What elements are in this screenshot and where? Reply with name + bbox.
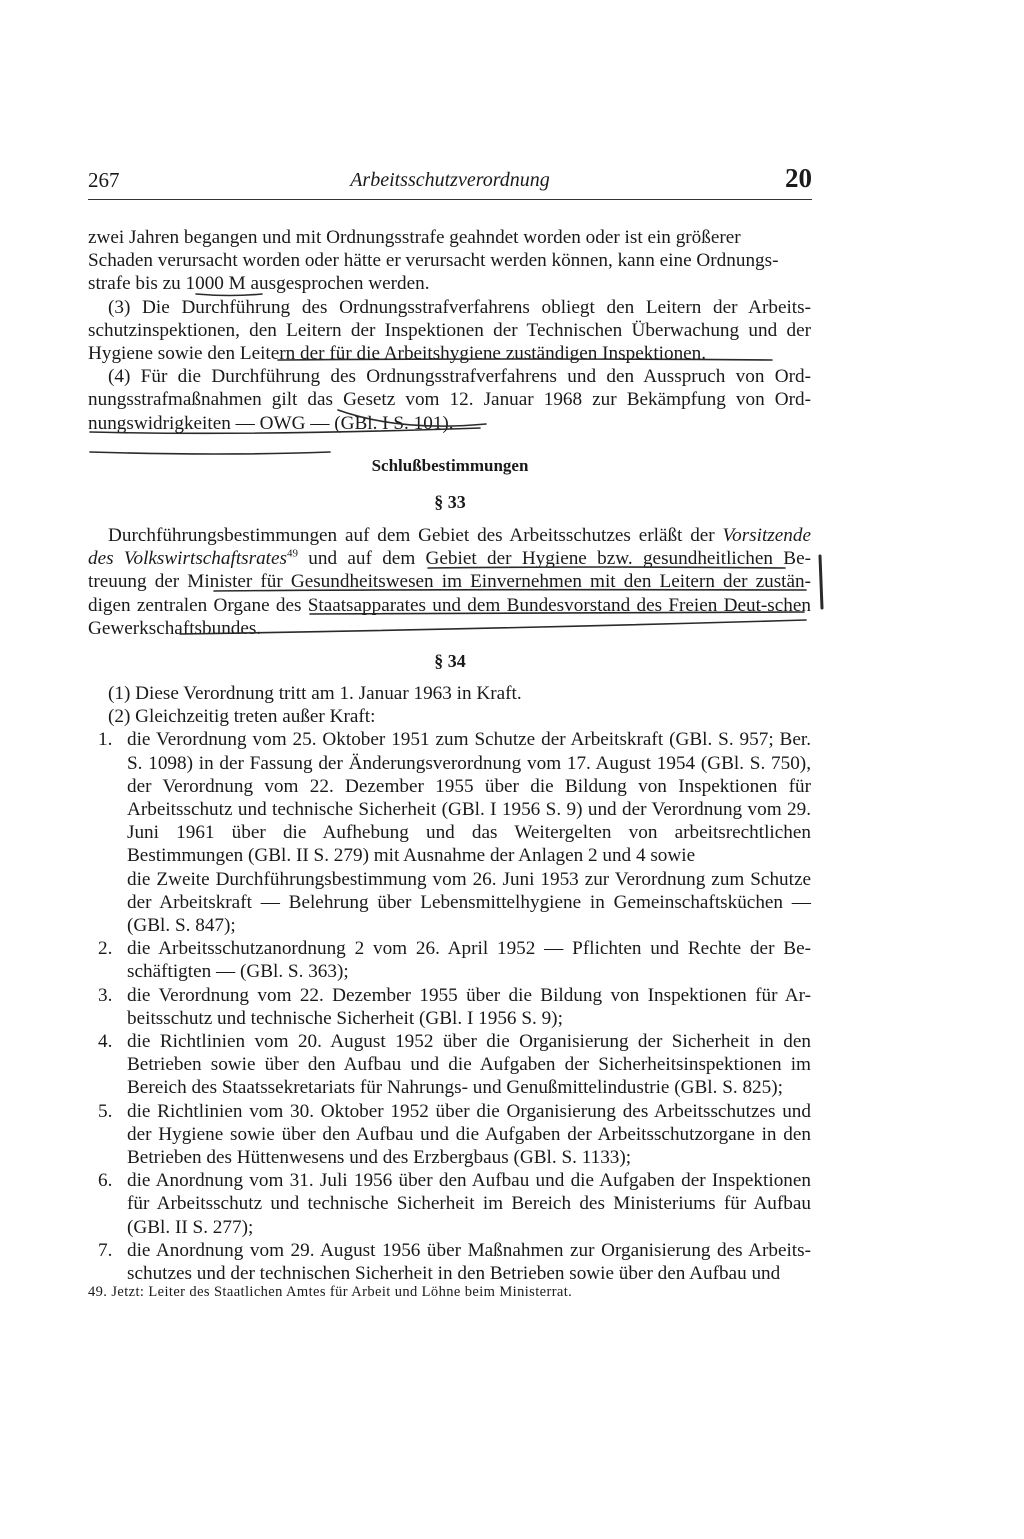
underline-gewerkschaft	[180, 620, 806, 634]
intro-line-3: strafe bis zu 1000 M ausgesprochen werden.	[88, 273, 430, 295]
footnote-ref: 49	[287, 547, 298, 560]
list-text: die Richtlinien vom 20. August 1952 über die Organisierung der Sicherheit in den Betrieben sowie über den Aufbau und die Aufgaben der Sicherheitsinspektionen im Bereich des Staatssekretariats für Nahrungs- und Genußmittelindustrie (GBl. S. 825);	[127, 1031, 811, 1099]
s34-paragraph-1: (1) Diese Verordnung tritt am 1. Januar 1963 in Kraft.	[108, 683, 522, 704]
list-number: 3.	[98, 984, 113, 1006]
list-text-continued: die Zweite Durchführungsbestimmung vom 26. Juni 1953 zur Verordnung zum Schutze der Arbeitskraft — Belehrung über Lebensmittelhygiene in Gemeinschaftsküchen — (GBl. S. 847);	[127, 868, 811, 937]
s34-paragraph-2: (2) Gleichzeitig treten außer Kraft:	[108, 706, 376, 728]
paragraph-3: (3) Die Durchführung des Ordnungsstrafverfahrens obliegt den Leitern der Arbeits-schutzinspektionen, den Leitern der Inspektionen der Technischen Überwachung und der Hygiene sowie den Leitern der für die Arbeitshygiene zuständigen Inspektionen.	[88, 296, 811, 365]
stroke-under-owg	[90, 452, 330, 454]
bracket-gbl	[338, 410, 486, 426]
list-number: 5.	[98, 1100, 113, 1122]
section-33-sign: § 33	[434, 492, 466, 512]
paragraph-4: (4) Für die Durchführung des Ordnungsstrafverfahrens und den Ausspruch von Ord-nungsstrafmaßnahmen gilt das Gesetz vom 12. Januar 1968 zur Bekämpfung von Ord-nungswidrigkeiten — OWG — (GBl. I S. 101).	[88, 366, 811, 434]
page-number: 267	[88, 168, 120, 192]
chapter-number: 20	[785, 163, 812, 193]
list-number: 4.	[98, 1031, 113, 1053]
underline-hygiene	[428, 567, 785, 568]
s33-text-end: und auf dem Gebiet der Hygiene bzw. gesundheitlichen Be-treuung der Minister für Gesundheitswesen im Einvernehmen mit den Leitern der zustän-digen zentralen Organe des Staatsapparates und dem Bundesvorstand des Freien Deut-schen Gewerkschaftsbundes.	[88, 548, 811, 639]
list-number: 7.	[98, 1239, 113, 1261]
running-title: Arbeitsschutzverordnung	[350, 169, 550, 191]
list-text: die Arbeitsschutzanordnung 2 vom 26. April 1952 — Pflichten und Rechte der Be-schäftigten — (GBl. S. 363);	[127, 938, 811, 983]
margin-line	[820, 556, 822, 608]
underline-organe	[310, 612, 804, 614]
section-34-sign: § 34	[434, 651, 466, 671]
list-text: die Verordnung vom 25. Oktober 1951 zum Schutze der Arbeitskraft (GBl. S. 957; Ber. S. 1098) in der Fassung der Änderungsverordnung vom 17. August 1954 (GBl. S. 750), der Verordnung vom 22. Dezember 1955 über die Bildung von Inspektionen für Arbeitsschutz und technische Sicherheit (GBl. I 1956 S. 9) und der Verordnung vom 29. Juni 1961 über die Aufhebung und das Weitergelten von arbeitsrechtlichen Bestimmungen (GBl. II S. 279) mit Ausnahme der Anlagen 2 und 4 sowie	[127, 729, 811, 867]
intro-line-2: Schaden verursacht worden oder hätte er verursacht werden können, kann eine Ordnungs-	[88, 250, 779, 272]
list-text: die Anordnung vom 31. Juli 1956 über den Aufbau und die Aufgaben der Inspektionen für Arbeitsschutz und technische Sicherheit im Bereich des Ministeriums für Aufbau (GBl. II S. 277);	[127, 1170, 811, 1238]
underline-minister	[214, 590, 806, 591]
list-text: die Richtlinien vom 30. Oktober 1952 über die Organisierung des Arbeitsschutzes und der Hygiene sowie über den Aufbau und die Aufgaben der Arbeitsschutzorgane in den Betrieben des Hüttenwesens und des Erzbergbaus (GBl. S. 1133);	[127, 1100, 811, 1169]
section-heading: Schlußbestimmungen	[371, 456, 529, 475]
footnote: 49. Jetzt: Leiter des Staatlichen Amtes für Arbeit und Löhne beim Ministerrat.	[88, 1284, 573, 1300]
underline-owg	[90, 428, 480, 433]
underline-1000m	[196, 294, 262, 296]
list-number: 1.	[98, 729, 113, 751]
list-text: die Verordnung vom 22. Dezember 1955 über die Bildung von Inspektionen für Ar-beitsschutz und technische Sicherheit (GBl. I 1956 S. 9);	[127, 984, 811, 1029]
list-number: 6.	[98, 1170, 113, 1192]
underline-leitern	[278, 359, 772, 360]
s33-italic-title: Vorsitzende des Volkswirtschaftsrates	[88, 525, 811, 570]
list-number: 2.	[98, 938, 113, 960]
s33-text-start: Durchführungsbestimmungen auf dem Gebiet des Arbeitsschutzes erläßt der	[108, 525, 723, 546]
list-text: die Anordnung vom 29. August 1956 über Maßnahmen zur Organisierung des Arbeits-schutzes und der technischen Sicherheit in den Betrieben sowie über den Aufbau und	[127, 1239, 811, 1285]
intro-line-1: zwei Jahren begangen und mit Ordnungsstrafe geahndet worden oder ist ein größerer	[88, 227, 741, 248]
